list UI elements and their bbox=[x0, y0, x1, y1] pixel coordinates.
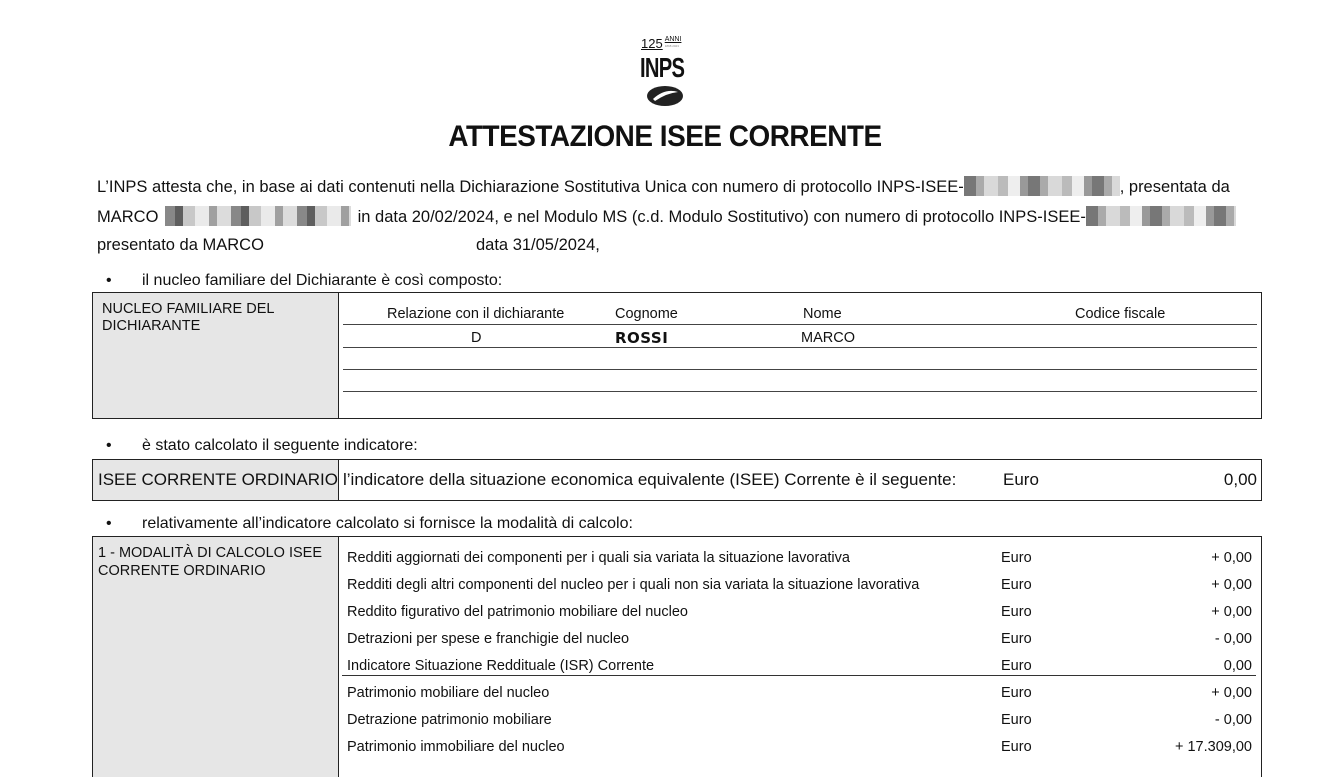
logo-anniversary bbox=[641, 36, 681, 51]
calc-row-value: + 0,00 bbox=[1211, 604, 1252, 620]
logo-anni-word: ANNI bbox=[664, 36, 682, 43]
calc-row bbox=[347, 544, 1252, 571]
nucleo-cell-relazione: D bbox=[471, 330, 482, 346]
nucleo-cell-nome: MARCO bbox=[801, 330, 855, 346]
calc-row-label: Redditi aggiornati dei componenti per i quali sia variata la situazione lavorativa bbox=[347, 550, 850, 566]
nucleo-cell-cognome: ROSSI bbox=[615, 329, 669, 347]
redacted-protocol-2 bbox=[1086, 206, 1236, 226]
calc-row-label: Redditi degli altri componenti del nucleo per i quali non sia variata la situazione lavorativa bbox=[347, 577, 920, 593]
calc-row-value: - 0,00 bbox=[1214, 631, 1252, 647]
calc-row-value: - 0,00 bbox=[1214, 712, 1252, 728]
col-header-nome: Nome bbox=[803, 306, 842, 322]
inps-logo-icon bbox=[645, 84, 685, 113]
page-title: ATTESTAZIONE ISEE CORRENTE bbox=[448, 120, 882, 153]
calc-row bbox=[347, 679, 1252, 706]
calc-row bbox=[347, 598, 1252, 625]
intro-line-2 bbox=[97, 206, 1236, 227]
isee-value: 0,00 bbox=[1223, 470, 1257, 489]
bullet-nucleo: • il nucleo familiare del Dichiarante è così composto: bbox=[106, 272, 503, 289]
intro-line-3-date bbox=[476, 236, 600, 255]
calc-row-label: Reddito figurativo del patrimonio mobiliare del nucleo bbox=[347, 604, 688, 620]
calc-row-currency: Euro bbox=[1001, 658, 1032, 674]
calc-row-label: Patrimonio immobiliare del nucleo bbox=[347, 739, 565, 755]
calc-row bbox=[347, 706, 1252, 733]
col-header-codice-fiscale: Codice fiscale bbox=[1075, 306, 1166, 322]
isee-text: l’indicatore della situazione economica equivalente (ISEE) Corrente è il seguente: bbox=[343, 470, 957, 489]
calc-label-cell bbox=[93, 537, 339, 777]
calc-row-value: + 17.309,00 bbox=[1174, 739, 1252, 755]
bullet-indicatore: • è stato calcolato il seguente indicatore: bbox=[106, 437, 418, 454]
intro-text-1b: , presentata da bbox=[1119, 178, 1230, 196]
nucleo-header-rule bbox=[343, 324, 1257, 325]
calc-row-value: 0,00 bbox=[1223, 658, 1252, 674]
intro-line-3 bbox=[97, 236, 264, 255]
calc-row-value: + 0,00 bbox=[1211, 685, 1252, 701]
calc-label: 1 - MODALITÀ DI CALCOLO ISEE CORRENTE ORDINARIO bbox=[98, 545, 322, 579]
intro-text-3b: data 31/05/2024, bbox=[476, 236, 600, 254]
isee-table bbox=[92, 459, 1262, 501]
intro-text-1a: L’INPS attesta che, in base ai dati contenuti nella Dichiarazione Sostitutiva Unica con numero di protocollo INPS-ISEE- bbox=[97, 178, 964, 196]
calc-row-value: + 0,00 bbox=[1211, 550, 1252, 566]
intro-text-3a: presentato da MARCO bbox=[97, 236, 264, 254]
isee-currency: Euro bbox=[1003, 470, 1039, 489]
calc-row-currency: Euro bbox=[1001, 712, 1032, 728]
isee-label: ISEE CORRENTE ORDINARIO bbox=[98, 470, 338, 489]
calc-row-label: Detrazione patrimonio mobiliare bbox=[347, 712, 552, 728]
isee-label-cell bbox=[93, 460, 339, 500]
nucleo-label: NUCLEO FAMILIARE DEL DICHIARANTE bbox=[102, 301, 274, 334]
bullet-modalita-text: relativamente all’indicatore calcolato si fornisce la modalità di calcolo: bbox=[142, 515, 633, 532]
calc-row-currency: Euro bbox=[1001, 631, 1032, 647]
inps-logo-text: INPS bbox=[640, 52, 685, 83]
intro-text-2a: MARCO bbox=[97, 208, 159, 226]
calc-row bbox=[347, 733, 1252, 760]
nucleo-row-rule-2 bbox=[343, 369, 1257, 370]
calc-row-value: + 0,00 bbox=[1211, 577, 1252, 593]
redacted-protocol-1 bbox=[964, 176, 1120, 196]
nucleo-row-rule-1 bbox=[343, 347, 1257, 348]
calc-row-currency: Euro bbox=[1001, 739, 1032, 755]
calc-subtotal-rule bbox=[342, 675, 1256, 676]
intro-text-2b: in data 20/02/2024, e nel Modulo MS (c.d. Modulo Sostitutivo) con numero di protocollo INPS-ISEE- bbox=[357, 208, 1086, 226]
calc-row-currency: Euro bbox=[1001, 604, 1032, 620]
logo-anni-years: 1898 2023 bbox=[664, 44, 679, 48]
intro-line-1 bbox=[97, 176, 1230, 197]
nucleo-table bbox=[92, 292, 1262, 419]
calc-row-label: Patrimonio mobiliare del nucleo bbox=[347, 685, 550, 701]
calc-row-currency: Euro bbox=[1001, 577, 1032, 593]
redacted-surname bbox=[165, 206, 351, 226]
bullet-indicatore-text: è stato calcolato il seguente indicatore: bbox=[142, 437, 418, 454]
nucleo-row-rule-3 bbox=[343, 391, 1257, 392]
calc-row-label: Indicatore Situazione Reddituale (ISR) Corrente bbox=[347, 658, 655, 674]
calc-row bbox=[347, 625, 1252, 652]
calc-row bbox=[347, 571, 1252, 598]
calc-row-label: Detrazioni per spese e franchigie del nucleo bbox=[347, 631, 630, 647]
calc-row-currency: Euro bbox=[1001, 685, 1032, 701]
bullet-nucleo-text: il nucleo familiare del Dichiarante è così composto: bbox=[142, 272, 503, 289]
nucleo-label-cell bbox=[93, 293, 339, 418]
logo-anni-number: 125 bbox=[641, 36, 663, 51]
bullet-modalita: • relativamente all’indicatore calcolato si fornisce la modalità di calcolo: bbox=[106, 515, 633, 532]
col-header-cognome: Cognome bbox=[615, 306, 678, 322]
calc-row-currency: Euro bbox=[1001, 550, 1032, 566]
col-header-relazione: Relazione con il dichiarante bbox=[387, 306, 565, 322]
